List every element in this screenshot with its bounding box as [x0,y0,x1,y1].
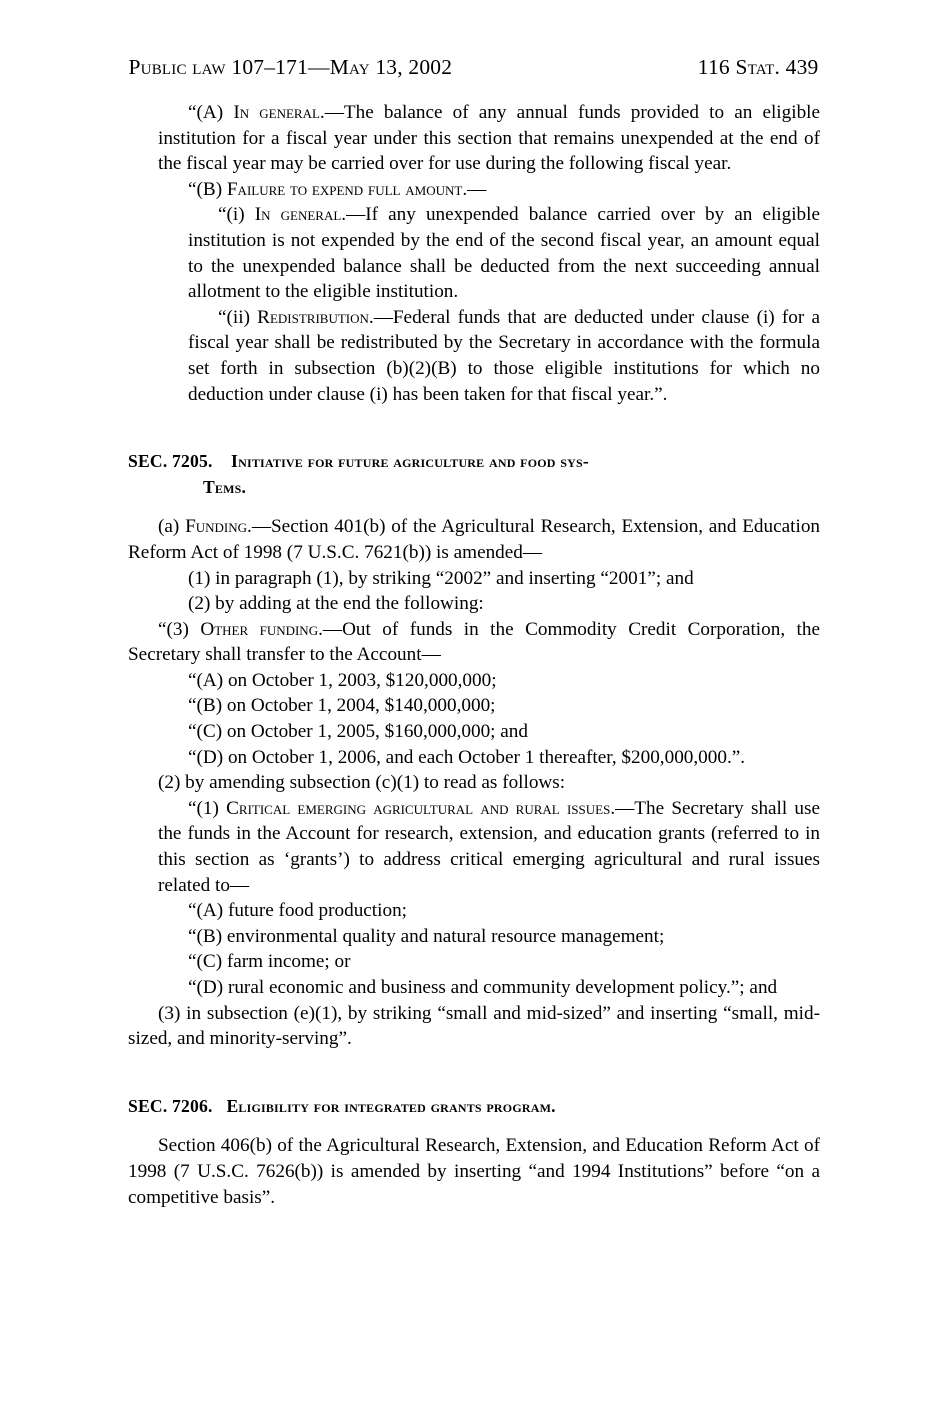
paragraph-2-adding-end: (2) by adding at the end the following: [188,593,484,615]
section-7206-number: SEC. 7206. [128,1095,213,1116]
paragraph-b-failure-heading: “(B) Failure to expend full amount.— [188,178,487,200]
page-header [0,55,947,80]
header-stat-number: 116 Stat. 439 [697,55,819,79]
section-7206-title: Eligibility for integrated grants program. [226,1095,556,1116]
paragraph-1-critical-emerging-issues: “(1) Critical emerging agricultural and rural issues.—The Secretary shall use the funds in the Account for research, extension, and education grants (referred to in this section as ‘grants’) to address critical emerging agricultural and rural issues related to— [158,797,821,896]
paragraph-b-ii-redistribution: “(ii) Redistribution.—Federal funds that are deducted under clause (i) for a fiscal year shall be redistributed by the Secretary in accordance with the formula set forth in subsection (b)(2)(B) to those eligible institutions for which no deduction under clause (i) has been taken for that fiscal year.”. [188,306,820,405]
paragraph-7206-body: Section 406(b) of the Agricultural Research, Extension, and Education Reform Act of 1998 (7 U.S.C. 7626(b)) is amended by inserting “and 1994 Institutions” before “on a competitive basis”. [128,1135,820,1208]
paragraph-a-funding: (a) Funding.—Section 401(b) of the Agricultural Research, Extension, and Education Reform Act of 1998 (7 U.S.C. 7621(b)) is amended— [128,516,821,563]
paragraph-b-environmental-quality: “(B) environmental quality and natural resource management; [188,925,665,947]
paragraph-a-future-food: “(A) future food production; [188,900,407,922]
section-7205-title-line1: Initiative for future agriculture and food sys- [231,451,589,472]
paragraph-3d-october-2006: “(D) on October 1, 2006, and each October 1 thereafter, $200,000,000.”. [188,746,746,768]
paragraph-3a-october-2003: “(A) on October 1, 2003, $120,000,000; [188,669,497,691]
paragraph-2-amending-subsection-c1: (2) by amending subsection (c)(1) to read as follows: [158,772,566,794]
section-7205-number: SEC. 7205. [128,451,213,472]
paragraph-3-other-funding: “(3) Other funding.—Out of funds in the Commodity Credit Corporation, the Secretary shall transfer to the Account— [128,618,821,666]
header-law-citation: Public law 107–171—May 13, 2002 [128,55,453,79]
section-7205-title-line2: Tems. [203,476,247,497]
paragraph-d-rural-economic: “(D) rural economic and business and community development policy.”; and [188,977,778,998]
paragraph-3-subsection-e1: (3) in subsection (e)(1), by striking “small and mid-sized” and inserting “small, mid-sized, and minority-serving”. [128,1002,820,1050]
section-heading-7205 [128,449,820,500]
document-body [128,100,820,1210]
paragraph-a-in-general: “(A) In general.—The balance of any annual funds provided to an eligible institution for a fiscal year under this section that remains unexpended at the end of the fiscal year may be carried over for use during the following fiscal year. [158,102,821,175]
paragraph-1-striking-2002: (1) in paragraph (1), by striking “2002” and inserting “2001”; and [188,567,694,589]
paragraph-c-farm-income: “(C) farm income; or [188,951,351,973]
paragraph-3c-october-2005: “(C) on October 1, 2005, $160,000,000; and [188,721,528,743]
paragraph-3b-october-2004: “(B) on October 1, 2004, $140,000,000; [188,695,496,717]
section-heading-7206 [128,1094,820,1120]
paragraph-b-i-in-general: “(i) In general.—If any unexpended balance carried over by an eligible institution is not expended by the end of the second fiscal year, an amount equal to the unexpended balance shall be deducted from the next succeeding annual allotment to the eligible institution. [188,204,821,303]
